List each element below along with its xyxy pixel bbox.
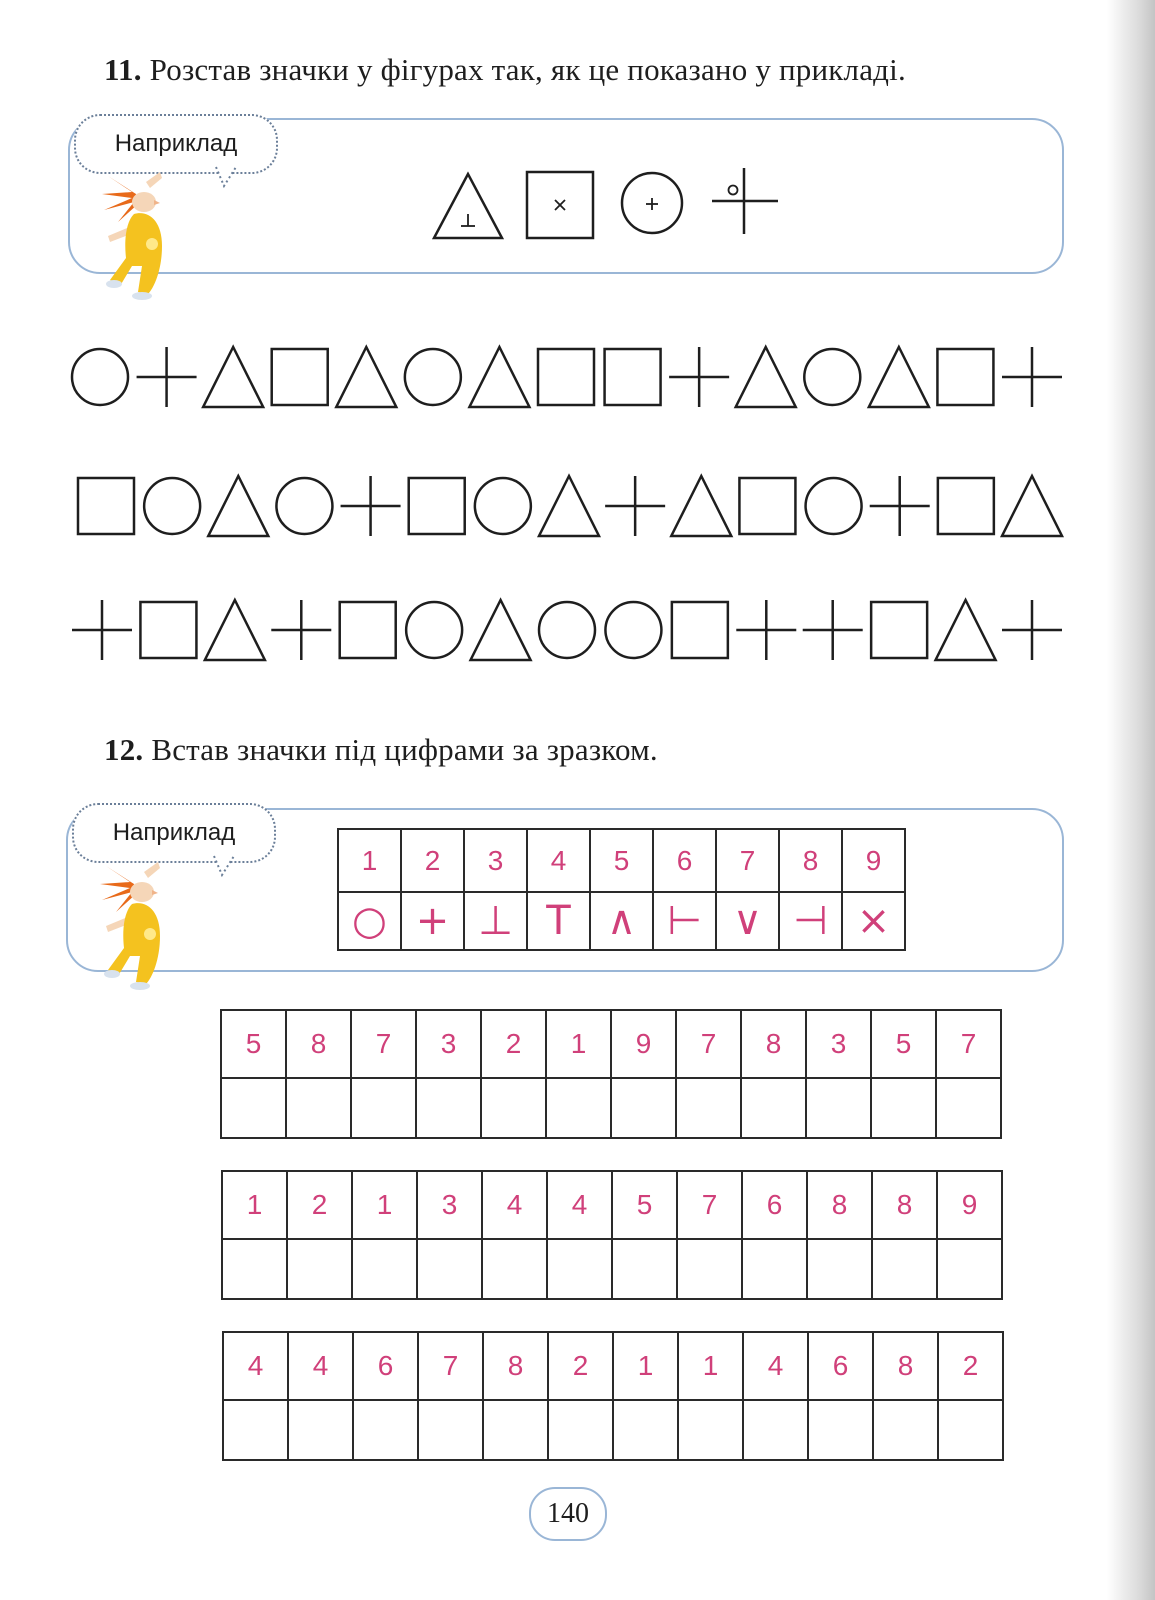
answer-digit-cell: 4 — [482, 1171, 547, 1239]
answer-digit-cell: 7 — [936, 1010, 1001, 1078]
answer-digit-cell: 8 — [807, 1171, 872, 1239]
row-3-circle-shape[interactable] — [539, 602, 595, 658]
task-12-example-bubble — [72, 803, 276, 863]
row-2-plus-shape[interactable] — [341, 476, 401, 536]
answer-blank-cell[interactable] — [871, 1078, 936, 1138]
page-number — [529, 1487, 607, 1541]
row-2-plus-shape[interactable] — [870, 476, 930, 536]
row-1-plus-shape[interactable] — [137, 347, 197, 407]
answer-blank-row — [222, 1239, 1002, 1299]
key-digit-cell: 9 — [842, 829, 905, 892]
answer-digit-cell: 5 — [221, 1010, 286, 1078]
answer-blank-cell[interactable] — [677, 1239, 742, 1299]
row-3-triangle-shape[interactable] — [205, 600, 265, 660]
answer-digit-cell: 2 — [481, 1010, 546, 1078]
answer-blank-cell[interactable] — [873, 1400, 938, 1460]
row-2-triangle-shape[interactable] — [671, 476, 731, 536]
row-3-plus-shape[interactable] — [271, 600, 331, 660]
answer-blank-cell[interactable] — [743, 1400, 808, 1460]
task-12-answer-table-3 — [222, 1331, 1004, 1461]
row-2-circle-shape[interactable] — [806, 478, 862, 534]
row-3-plus-shape[interactable] — [803, 600, 863, 660]
answer-blank-cell[interactable] — [288, 1400, 353, 1460]
row-2-plus-shape[interactable] — [605, 476, 665, 536]
row-1-square-shape[interactable] — [605, 349, 661, 405]
answer-blank-cell[interactable] — [418, 1400, 483, 1460]
key-digit-cell: 3 — [464, 829, 527, 892]
answer-digit-cell: 6 — [353, 1332, 418, 1400]
task-12-text: Встав значки під цифрами за зразком. — [151, 732, 658, 767]
key-digits-row — [338, 829, 905, 892]
answer-digit-cell: 8 — [741, 1010, 806, 1078]
answer-blank-cell[interactable] — [807, 1239, 872, 1299]
answer-digit-cell: 7 — [418, 1332, 483, 1400]
answer-digit-cell: 8 — [872, 1171, 937, 1239]
page-number-text: 140 — [547, 1498, 589, 1529]
answer-blank-cell[interactable] — [676, 1078, 741, 1138]
answer-digits-row — [223, 1332, 1003, 1400]
row-1-square-shape[interactable] — [538, 349, 594, 405]
task-12-answer-table-1 — [220, 1009, 1002, 1139]
answer-blank-cell[interactable] — [352, 1239, 417, 1299]
answer-blank-cell[interactable] — [548, 1400, 613, 1460]
answer-blank-cell[interactable] — [481, 1078, 546, 1138]
answer-blank-cell[interactable] — [483, 1400, 548, 1460]
answer-digit-cell: 5 — [612, 1171, 677, 1239]
task-12-key-table — [337, 828, 906, 951]
answer-blank-cell[interactable] — [612, 1239, 677, 1299]
row-3-plus-shape[interactable] — [72, 600, 132, 660]
key-sign-cell: ⊣ — [779, 892, 842, 950]
row-1-triangle-shape[interactable] — [203, 347, 263, 407]
answer-blank-cell[interactable] — [938, 1400, 1003, 1460]
answer-blank-cell[interactable] — [611, 1078, 676, 1138]
answer-digit-cell: 2 — [287, 1171, 352, 1239]
row-2-square-shape[interactable] — [78, 478, 134, 534]
answer-digit-cell: 4 — [547, 1171, 612, 1239]
key-digit-cell: 6 — [653, 829, 716, 892]
answer-blank-cell[interactable] — [547, 1239, 612, 1299]
answer-digit-cell: 8 — [286, 1010, 351, 1078]
answer-digit-cell: 3 — [417, 1171, 482, 1239]
key-sign-cell: + — [401, 892, 464, 950]
key-sign-cell: ⊥ — [464, 892, 527, 950]
row-2-square-shape[interactable] — [409, 478, 465, 534]
answer-digit-cell: 3 — [806, 1010, 871, 1078]
answer-blank-cell[interactable] — [351, 1078, 416, 1138]
answer-digit-cell: 6 — [808, 1332, 873, 1400]
row-1-square-shape[interactable] — [272, 349, 328, 405]
row-1-triangle-shape[interactable] — [869, 347, 929, 407]
answer-digit-cell: 1 — [678, 1332, 743, 1400]
answer-blank-cell[interactable] — [936, 1078, 1001, 1138]
mascot-character-2 — [86, 860, 186, 990]
answer-digit-cell: 3 — [416, 1010, 481, 1078]
answer-blank-cell[interactable] — [806, 1078, 871, 1138]
answer-blank-cell[interactable] — [417, 1239, 482, 1299]
row-3-circle-shape[interactable] — [605, 602, 661, 658]
answer-blank-cell[interactable] — [742, 1239, 807, 1299]
answer-blank-row — [221, 1078, 1001, 1138]
answer-digit-cell: 2 — [548, 1332, 613, 1400]
answer-blank-cell[interactable] — [937, 1239, 1002, 1299]
task-12-example-label: Наприклад — [112, 819, 236, 846]
answer-blank-cell[interactable] — [221, 1078, 286, 1138]
answer-blank-cell[interactable] — [416, 1078, 481, 1138]
row-2-circle-shape[interactable] — [144, 478, 200, 534]
answer-digit-cell: 8 — [873, 1332, 938, 1400]
row-3-square-shape[interactable] — [672, 602, 728, 658]
answer-digits-row — [222, 1171, 1002, 1239]
task-11-text: Розстав значки у фігурах так, як це показано у прикладі. — [149, 52, 906, 87]
key-sign-cell: ∧ — [590, 892, 653, 950]
answer-digit-cell: 5 — [871, 1010, 936, 1078]
row-3-square-shape[interactable] — [340, 602, 396, 658]
row-3-circle-shape[interactable] — [406, 602, 462, 658]
answer-digit-cell: 1 — [546, 1010, 611, 1078]
answer-digit-cell: 9 — [611, 1010, 676, 1078]
row-2-triangle-shape[interactable] — [208, 476, 268, 536]
answer-blank-cell[interactable] — [872, 1239, 937, 1299]
row-1-circle-shape[interactable] — [804, 349, 860, 405]
answer-blank-cell[interactable] — [546, 1078, 611, 1138]
key-sign-cell: T — [527, 892, 590, 950]
task-12-answer-table-2 — [221, 1170, 1003, 1300]
row-2-triangle-shape[interactable] — [539, 476, 599, 536]
row-1-triangle-shape[interactable] — [336, 347, 396, 407]
row-1-circle-shape[interactable] — [405, 349, 461, 405]
answer-blank-cell[interactable] — [287, 1239, 352, 1299]
answer-blank-cell[interactable] — [741, 1078, 806, 1138]
answer-digit-cell: 6 — [742, 1171, 807, 1239]
key-sign-cell: ⊢ — [653, 892, 716, 950]
row-3-square-shape[interactable] — [140, 602, 196, 658]
answer-digit-cell: 1 — [222, 1171, 287, 1239]
answer-digit-cell: 4 — [288, 1332, 353, 1400]
answer-digit-cell: 4 — [743, 1332, 808, 1400]
row-1-plus-shape[interactable] — [669, 347, 729, 407]
answer-digit-cell: 1 — [613, 1332, 678, 1400]
task-12-title — [104, 732, 658, 768]
key-sign-cell: ○ — [338, 892, 401, 950]
row-3-triangle-shape[interactable] — [936, 600, 996, 660]
answer-digit-cell: 7 — [351, 1010, 416, 1078]
answer-blank-cell[interactable] — [678, 1400, 743, 1460]
key-signs-row — [338, 892, 905, 950]
task-11-number: 11. — [104, 52, 142, 87]
row-3-plus-shape[interactable] — [1002, 600, 1062, 660]
row-2-circle-shape[interactable] — [475, 478, 531, 534]
key-digit-cell: 8 — [779, 829, 842, 892]
key-digit-cell: 2 — [401, 829, 464, 892]
answer-blank-row — [223, 1400, 1003, 1460]
row-1-triangle-shape[interactable] — [736, 347, 796, 407]
row-3-plus-shape[interactable] — [736, 600, 796, 660]
key-digit-cell: 4 — [527, 829, 590, 892]
row-2-circle-shape[interactable] — [276, 478, 332, 534]
row-3-triangle-shape[interactable] — [471, 600, 531, 660]
row-2-triangle-shape[interactable] — [1002, 476, 1062, 536]
task-12-number: 12. — [104, 732, 144, 767]
key-digit-cell: 5 — [590, 829, 653, 892]
answer-blank-cell[interactable] — [223, 1400, 288, 1460]
task-11-example-label: Наприклад — [114, 130, 238, 157]
key-digit-cell: 1 — [338, 829, 401, 892]
row-1-circle-shape[interactable] — [72, 349, 128, 405]
answer-blank-cell[interactable] — [613, 1400, 678, 1460]
answer-blank-cell[interactable] — [482, 1239, 547, 1299]
answer-digits-row — [221, 1010, 1001, 1078]
answer-digit-cell: 9 — [937, 1171, 1002, 1239]
row-3-square-shape[interactable] — [871, 602, 927, 658]
answer-blank-cell[interactable] — [808, 1400, 873, 1460]
key-sign-cell: ∨ — [716, 892, 779, 950]
task-12-bubble-tail — [212, 855, 242, 879]
answer-digit-cell: 7 — [676, 1010, 741, 1078]
key-digit-cell: 7 — [716, 829, 779, 892]
answer-digit-cell: 8 — [483, 1332, 548, 1400]
answer-digit-cell: 7 — [677, 1171, 742, 1239]
answer-digit-cell: 1 — [352, 1171, 417, 1239]
answer-digit-cell: 4 — [223, 1332, 288, 1400]
answer-blank-cell[interactable] — [353, 1400, 418, 1460]
row-1-plus-shape[interactable] — [1002, 347, 1062, 407]
row-1-triangle-shape[interactable] — [469, 347, 529, 407]
row-2-square-shape[interactable] — [739, 478, 795, 534]
answer-blank-cell[interactable] — [222, 1239, 287, 1299]
answer-digit-cell: 2 — [938, 1332, 1003, 1400]
answer-blank-cell[interactable] — [286, 1078, 351, 1138]
key-sign-cell: × — [842, 892, 905, 950]
row-2-square-shape[interactable] — [938, 478, 994, 534]
row-1-square-shape[interactable] — [937, 349, 993, 405]
